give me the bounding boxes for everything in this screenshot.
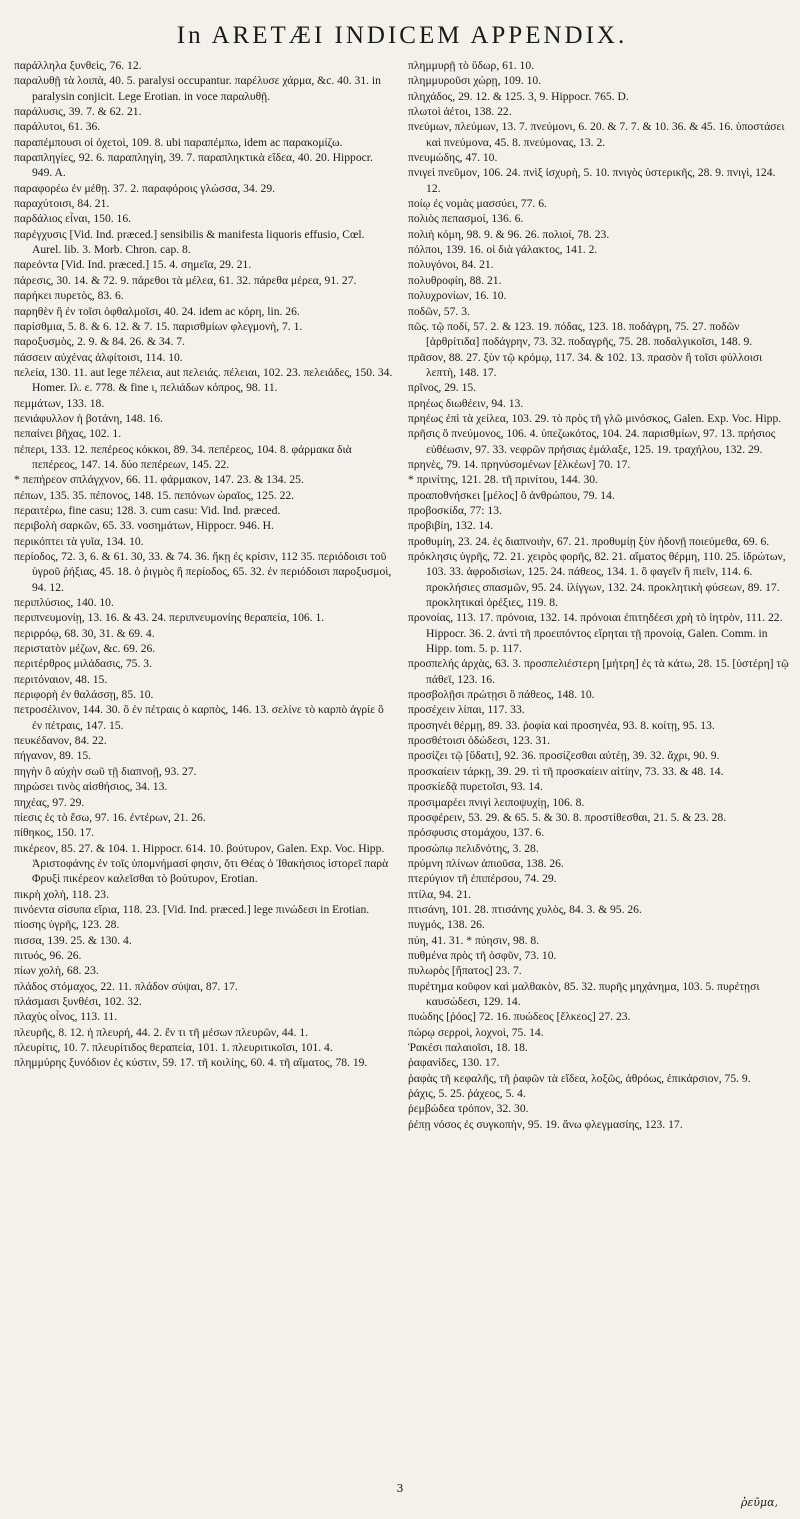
index-entry: παρήκει πυρετὸς, 83. 6.	[14, 289, 124, 303]
page-title: In ARETÆI INDICEM APPENDIX.	[176, 22, 628, 49]
index-entry: πρηέως διωθέειν, 94. 13.	[408, 396, 524, 410]
index-entry: πάρεσις, 30. 14. & 72. 9. πάρεθοι τὰ μέλεα, 61. 32. πάρεθα μέρεα, 91. 27.	[14, 273, 357, 287]
index-entry: πισσα, 139. 25. & 130. 4.	[14, 933, 132, 947]
index-entry: * πρινίτης, 121. 28. τῆ πρινίτου, 144. 30.	[408, 473, 598, 487]
index-entry: πρύμνη πλίνων ἀπιοῦσα, 138. 26.	[408, 856, 564, 870]
index-entry: περιφορὴ ἐν θαλάσσῃ, 85. 10.	[14, 688, 154, 702]
index-entry: πεπαίνει βῆχας, 102. 1.	[14, 427, 122, 441]
index-entry: πίοσης ὑγρῆς, 123. 28.	[14, 918, 120, 932]
index-entry: πυρέτημα κοῦφον καὶ μαλθακὸν, 85. 32. πυρῆς μηχάνημα, 103. 5. πυρέτῃσι καυσώδεσι, 129. 14.	[408, 979, 760, 1008]
index-entry: προθυμίη, 23. 24. ἐς διαπνοιὴν, 67. 21. προθυμίῃ ξὺν ἡδονῇ ποιεύμεθα, 69. 6.	[408, 534, 770, 548]
index-entry: πολυχρονίων, 16. 10.	[408, 289, 507, 303]
index-entry: προσώπῳ πελιδνότης, 3. 28.	[408, 841, 539, 855]
index-entry: πήγανον, 89. 15.	[14, 749, 92, 763]
index-entry: πελεία, 130. 11. aut lege πέλεια, aut πελειάς. πέλειαι, 102. 23. πελειάδες, 150. 34. Homer. Ιλ. ε. 778. & fine ι, πελιάδων κόπρος, 98. 11.	[14, 365, 393, 395]
index-entry: παραλυθῇ τὰ λοιπὰ, 40. 5. paralysi occupantur. παρέλυσε χάρμα, &c. 40. 31. in paralysin conjicit. Lege Erotian. in voce παραλυθῇ.	[14, 74, 381, 103]
index-entry: ῥάχις, 5. 25. ῥάχεος, 5. 4.	[408, 1087, 526, 1101]
index-entry: προβοσκίδα, 77: 13.	[408, 503, 502, 517]
index-entry: πηρώσει τινὸς αἰσθήσιος, 34. 13.	[14, 780, 168, 794]
index-entry: προσκίεδᾷ πυρετοῖσι, 93. 14.	[408, 780, 543, 794]
index-entry: πέπων, 135. 35. πέπονος, 148. 15. πεπόνων ὡραῖος, 125. 22.	[14, 488, 295, 502]
index-entry: πυώδης [ῥόος] 72. 16. πυώδεος [ἕλκεος] 27. 23.	[408, 1010, 631, 1024]
index-entry: πηγὴν ὃ αὐχὴν σωῦ τῇ διαπνοῇ, 93. 27.	[14, 764, 197, 778]
index-entry: προσιμαρέει πνιγὶ λειποψυχίῃ, 106. 8.	[408, 795, 585, 809]
index-entry: παρηθὲν ἢ ἐν τοῖσι ὀφθαλμοῖσι, 40. 24. idem ac κόρη, lin. 26.	[14, 304, 300, 318]
index-entry: ποίῳ ἐς νομὰς μασσύει, 77. 6.	[408, 197, 547, 211]
index-entry: πλημμυρῇ τὸ ὕδωρ, 61. 10.	[408, 59, 535, 72]
index-entry: παροξυσμὸς, 2. 9. & 84. 26. & 34. 7.	[14, 335, 185, 349]
index-entry: προνοίας, 113. 17. πρόνοια, 132. 14. πρόνοιαι ἐπιτηδέεσι χρὴ τὸ ἰητρὸν, 111. 22. Hippocr. 36. 2. ἀντὶ τῆ προειπόντος εἴρηται τῇ προνοίᾳ, Galen. Comm. in Hipp. tom. 5. p. 117.	[408, 611, 783, 656]
index-entry: προσπελής ἀρχὰς, 63. 3. προσπελιέστερη [μήτρη] ἐς τὰ κάτω, 28. 15. [ὑστέρη] τῷ πάθεϊ, 123. 16.	[408, 657, 789, 686]
index-entry: πνεύμων, πλεύμων, 13. 7. πνεύμονι, 6. 20. & 7. 7. & 10. 36. & 45. 16. ὑποστάσει καὶ πνεύμονα, 45. 8. πνεύμονας, 13. 2.	[408, 120, 785, 149]
index-entry: πλωτοὶ ἀέτοι, 138. 22.	[408, 105, 512, 119]
index-entry: πικρὴ χολὴ, 118. 23.	[14, 887, 109, 901]
index-entry: ῥαφανίδες, 130. 17.	[408, 1056, 500, 1070]
index-entry: παράλληλα ξυνθεὶς, 76. 12.	[14, 59, 142, 72]
index-entry: παραπέμπουσι οἱ ὀχετοὶ, 109. 8. ubi παραπέμπω, idem ac παρακομίζω.	[14, 135, 343, 149]
index-entry: προσβολῇσι πρώτῃσι ὃ πάθεος, 148. 10.	[408, 688, 595, 702]
index-entry: παράλυσις, 39. 7. & 62. 21.	[14, 105, 142, 119]
index-entry: πινόεντα σίσυπα εἴρια, 118. 23. [Vid. Ind. præced.] lege πινώδεσι in Erotian.	[14, 902, 370, 916]
index-entry: περιπνευμονίῃ, 13. 16. & 43. 24. περιπνευμονίης θεραπεία, 106. 1.	[14, 611, 325, 625]
index-entry: περιτόναιον, 48. 15.	[14, 672, 108, 686]
index-entry: πλάσμασι ξυνθέσι, 102. 32.	[14, 994, 142, 1008]
index-entry: πύη, 41. 31. * πύησιν, 98. 8.	[408, 933, 540, 947]
index-entry: πρηνὲς, 79. 14. πρηνύσομένων [ἑλκέων] 70. 17.	[408, 457, 631, 471]
index-entry: περιτέρθρος μιλάδασις, 75. 3.	[14, 657, 152, 671]
catchword: ῥεῦμα,	[740, 1496, 778, 1509]
index-entry: πιτυός, 96. 26.	[14, 948, 82, 962]
index-entry: πλημμύρης ξυνόδιον ἐς κύστιν, 59. 17. τῆ κοιλίης, 60. 4. τῆ αἵματος, 78. 19.	[14, 1056, 368, 1070]
index-entry: πολιὸς πεπασμοί, 136. 6.	[408, 212, 524, 226]
index-entry: πνευμώδης, 47. 10.	[408, 151, 498, 165]
index-entry: πίων χολὴ, 68. 23.	[14, 964, 99, 978]
index-entry: πάσσειν αὐχένας ἀλφίτοισι, 114. 10.	[14, 350, 183, 364]
index-entry: προσηνέι θέρμῃ, 89. 33. ῥοφία καὶ προσηνέα, 93. 8. κοίτῃ, 95. 13.	[408, 718, 715, 732]
index-entry: περαιτέρω, fine casu; 128. 3. cum casu: Vid. Ind. præced.	[14, 503, 281, 517]
index-entry: * πεπήρεον σπλάγχνον, 66. 11. φάρμακον, 147. 23. & 134. 25.	[14, 473, 304, 487]
index-entry: πολυγόνοι, 84. 21.	[408, 258, 494, 272]
index-entry: προαποθνήσκει [μέλος] ὃ ἀνθρώπου, 79. 14.	[408, 488, 615, 502]
index-entry: πλάδος στόμαχος, 22. 11. πλάδον σύψαι, 87. 17.	[14, 979, 238, 993]
index-entry: παραπληγίες, 92. 6. παραπληγίη, 39. 7. παραπληκτικὰ εἴδεα, 40. 20. Hippocr. 949. A.	[14, 151, 373, 180]
index-entry: πυγμός, 138. 26.	[408, 918, 485, 932]
index-entry: περιρρόῳ, 68. 30, 31. & 69. 4.	[14, 626, 155, 640]
index-entry: ῥέπῃ νόσος ἐς συγκοπὴν, 95. 19. ἄνω φλεγμασίης, 123. 17.	[408, 1117, 683, 1131]
index-entry: περικόπτει τὰ γυῖα, 134. 10.	[14, 534, 144, 548]
index-entry: πολυθροφίη, 88. 21.	[408, 273, 502, 287]
index-entry: περίοδος, 72. 3, 6. & 61. 30, 33. & 74. 36. ἥκῃ ἐς κρίσιν, 112 35. περιόδοισι τοῦ ὑγροῦ ῥήξιας, 45. 18. ὁ ῥιγμὸς ἢ περίοδος, 65. 32. ἐν περιόδοισι παροξυσμοὶ, 94. 12.	[14, 550, 392, 594]
index-entry: πευκέδανον, 84. 22.	[14, 734, 107, 748]
index-entry: πρῆσις ὃ πνεύμονος, 106. 4. ὑπεζωκότος, 104. 24. παρισθμίων, 97. 13. πρήσιος εὐθέωσιν, 97. 33. νεφρῶν πρήσιας ἐμάλαξε, 125. 19. τραχήλου, 132. 29.	[408, 427, 776, 456]
index-entry: παρέγχυσις [Vid. Ind. præced.] sensibilis & manifesta liquoris effusio, Cœl. Aurel. lib. 3. Morb. Chron. cap. 8.	[14, 227, 365, 257]
index-entry: παραφορέω ἐν μέθῃ. 37. 2. παραφόροις γλώσσα, 34. 29.	[14, 181, 276, 195]
index-entry: πληχάδος, 29. 12. & 125. 3, 9. Hippocr. 765. D.	[408, 89, 629, 103]
index-entry: πεμμάτων, 133. 18.	[14, 396, 105, 410]
index-entry: πλημμυροῦσι χώρῃ, 109. 10.	[408, 74, 542, 88]
index-entry: παρδάλιος εἶναι, 150. 16.	[14, 212, 132, 226]
index-entry: πλαχὺς οἶνος, 113. 11.	[14, 1010, 118, 1024]
index-entry: πηχέας, 97. 29.	[14, 795, 85, 809]
index-entry: ποδῶν, 57. 3.	[408, 304, 470, 318]
index-entry: πτερύγιον τῆ ἐπιπέρσου, 74. 29.	[408, 872, 557, 886]
index-entry: Ῥακέσι παλαιοῖσι, 18. 18.	[408, 1041, 528, 1054]
index-entry: προσέχειν λίπαι, 117. 33.	[408, 703, 525, 717]
index-entry: παρίσθμια, 5. 8. & 6. 12. & 7. 15. παρισθμίων φλεγμονὴ, 7. 1.	[14, 319, 303, 333]
index-entry: πρόκλησις ὑγρῆς, 72. 21. χειρὸς φορῆς, 82. 21. αἵματος θέρμη, 110. 25. ἱδρώτων, 103. 33. ἀφροδισίων, 125. 24. πάθεος, 134. 1. ὃ φαγεῖν ἢ πιεῖν, 114. 6. προκλήσιες σπασμῶν, 95. 24. ἰλίγγων, 132. 24. προκλητικὴ φύσεων, 89. 17. προκλητικαὶ ὀρέξιες, 119. 8.	[408, 550, 786, 610]
index-entry: πετροσέλινον, 144. 30. ὃ ἐν πέτραις ὁ καρπὸς, 146. 13. σελίνε τὸ καρπὸ ἀγρίε ὃ ἐν πέτραις, 147. 15.	[14, 703, 384, 732]
index-entry: πέπερι, 133. 12. πεπέρεος κόκκοι, 89. 34. πεπέρεος, 104. 8. φάρμακα διὰ πεπέρεος, 147. 14. δύο πεπέρεων, 145. 22.	[14, 442, 352, 471]
index-entry: πώρῳ σερροὶ, λοχνοὶ, 75. 14.	[408, 1025, 544, 1039]
index-entry: πίεσις ἐς τὸ ἔσω, 97. 16. ἐντέρων, 21. 26.	[14, 810, 206, 824]
index-entry: πρῖνος, 29. 15.	[408, 381, 477, 395]
index-entry: πυλωρὸς [ἥπατος] 23. 7.	[408, 964, 522, 978]
index-entry: περιστατὸν μέζων, &c. 69. 26.	[14, 642, 156, 656]
index-entry: προσθέτοισι ὀδώδεσι, 123. 31.	[408, 734, 551, 748]
index-entry: πρᾶσον, 88. 27. ξὺν τῷ κρόμῳ, 117. 34. & 102. 13. πρασὸν ἢ τοῖσι φύλλοισι λεπτὴ, 148. 17.	[408, 350, 763, 379]
index-entry: πολιὴ κόμη, 98. 9. & 96. 26. πολιοί, 78. 23.	[408, 227, 610, 241]
index-entry: περιπλύσιος, 140. 10.	[14, 596, 114, 610]
two-column-index	[14, 58, 790, 1132]
index-entry: προσίζει τῷ [ὕδατι], 92. 36. προσίζεσθαι αὐτέῃ, 39. 32. ἄχρι, 90. 9.	[408, 749, 720, 763]
index-entry: πυθμένα πρὸς τῆ ὀσφῦν, 73. 10.	[408, 948, 557, 962]
index-entry: πνιγεὶ πνεῦμον, 106. 24. πνὶξ ἰσχυρὴ, 5. 10. πνιγὸς ὑστερικῆς, 28. 9. πνιγὶ, 124. 12.	[408, 166, 776, 195]
index-entry: πλευρῆς, 8. 12. ἡ πλευρή, 44. 2. ἔν τι τῆ μέσων πλευρῶν, 44. 1.	[14, 1025, 309, 1039]
index-entry: πενιάφυλλον ἡ βοτάνη, 148. 16.	[14, 411, 163, 425]
index-entry: προσφέρειν, 53. 29. & 65. 5. & 30. 8. προστίθεσθαι, 21. 5. & 23. 28.	[408, 810, 727, 824]
index-entry: παράλυτοι, 61. 36.	[14, 120, 101, 134]
index-entry: προβιβίη, 132. 14.	[408, 519, 494, 533]
index-entry: πρηέως ἐπὶ τὰ χείλεα, 103. 29. τὸ πρὸς τῆ γλῶ μινόσκος, Galen. Exp. Voc. Hipp.	[408, 411, 782, 425]
left-column	[14, 58, 402, 1132]
index-entry: πίθηκος, 150. 17.	[14, 826, 95, 840]
index-entry: πλευρίτις, 10. 7. πλευρίτιδος θεραπεία, 101. 1. πλευριτικοῖσι, 101. 4.	[14, 1041, 333, 1054]
index-entry: περιβολὴ σαρκῶν, 65. 33. νοσημάτων, Hippocr. 946. H.	[14, 519, 274, 533]
index-entry: παραχύτοισι, 84. 21.	[14, 197, 110, 211]
page-mark: 3	[396, 1482, 404, 1495]
index-entry: ῥαφὰς τῆ κεφαλῆς, τῆ ῥαφῶν τὰ εἴδεα, λοξῶς, ἀθρόως, ἐπικάρσιον, 75. 9.	[408, 1071, 751, 1085]
index-entry: πτίλα, 94. 21.	[408, 887, 472, 901]
index-entry: πρόσφυσις στομάχου, 137. 6.	[408, 826, 545, 840]
index-entry: πτισάνη, 101. 28. πτισάνης χυλὸς, 84. 3. & 95. 26.	[408, 902, 642, 916]
index-entry: προσκαίειν τάρκῃ, 39. 29. τὶ τῆ προσκαίειν αἰτίην, 73. 33. & 48. 14.	[408, 764, 724, 778]
right-column	[402, 58, 790, 1132]
index-entry: πόλποι, 139. 16. οἱ διὰ γάλακτος, 141. 2.	[408, 243, 598, 257]
index-entry: πικέρεον, 85. 27. & 104. 1. Hippocr. 614. 10. βούτυρον, Galen. Exp. Voc. Hipp. Ἀριστοφάνης ἐν τοῖς ὑπομνήμασί φησιν, ὅτι Θέας ὁ Ἰθακήσιος ἱστορεῖ παρὰ Φρυξὶ πικέρεον καλεῖσθαι τὸ βούτυρον, Erotian.	[14, 841, 389, 886]
index-entry: παρεόντα [Vid. Ind. præced.] 15. 4. σημεῖα, 29. 21.	[14, 258, 252, 272]
index-entry: πῶς. τῷ ποδί, 57. 2. & 123. 19. πόδας, 123. 18. ποδάγρη, 75. 27. ποδῶν [ἀρθρίτιδα] ποδάγρην, 73. 32. ποδαγρῆς, 75. 28. ποδαλγικοῖσι, 148. 9.	[408, 319, 753, 349]
index-entry: ῥεμβώδεα τρόπον, 32. 30.	[408, 1102, 529, 1116]
